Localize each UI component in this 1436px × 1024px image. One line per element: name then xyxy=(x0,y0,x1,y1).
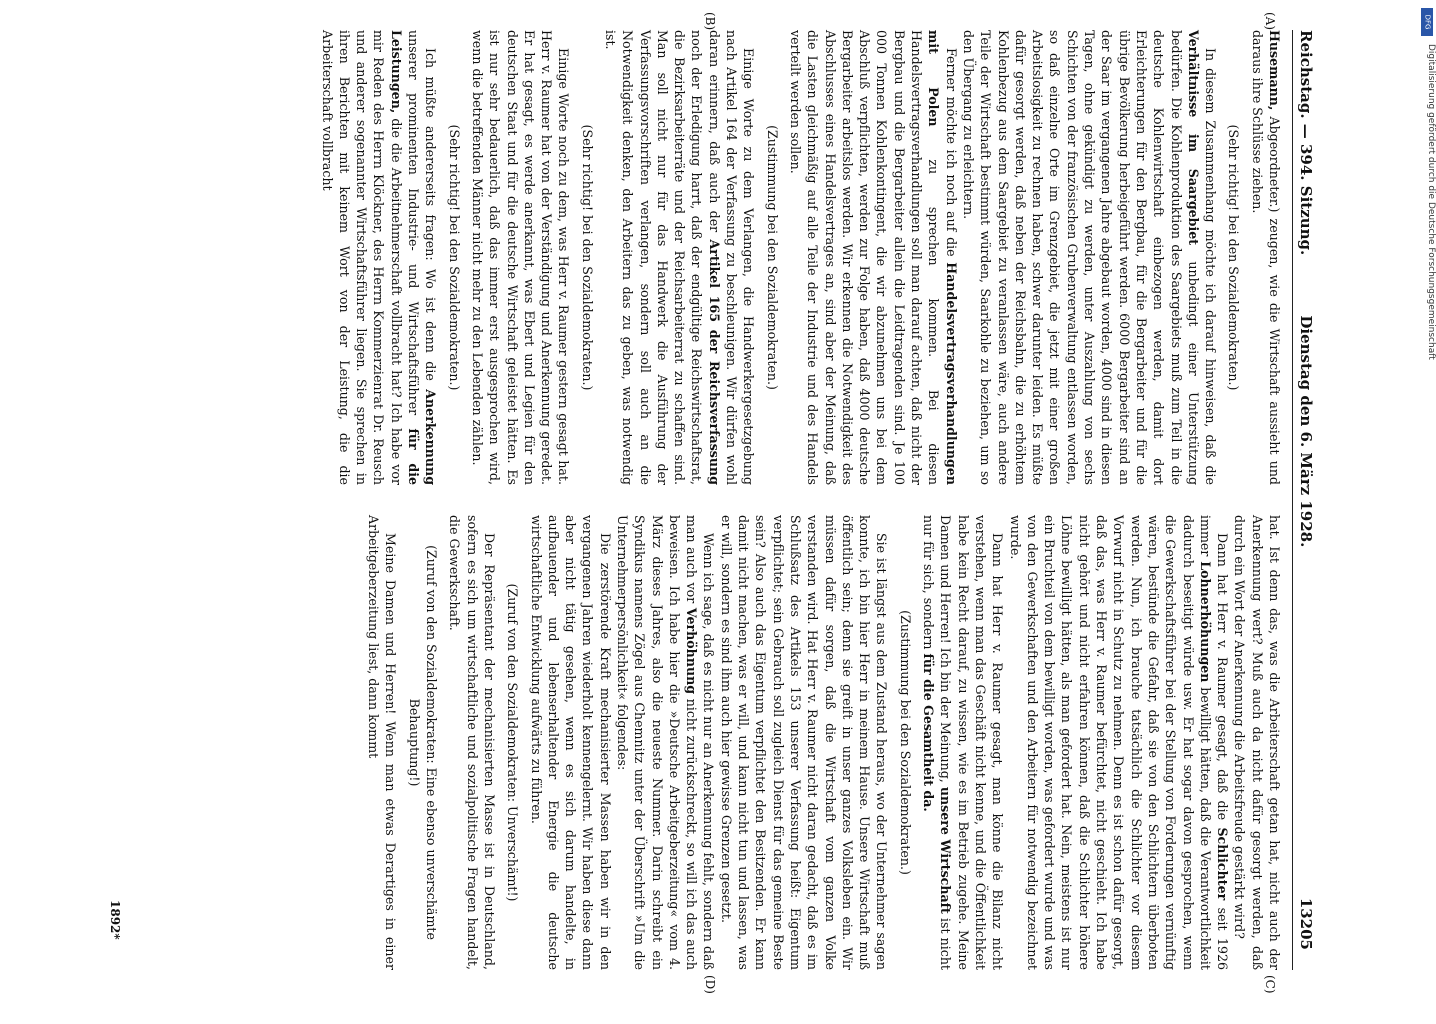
paragraph: Dann hat Herr v. Raumer gesagt, daß die Schlichter seit 1926 immer Lohnerhöhungen bewilligt hätten, daß die Verantwortlichkeit dadurch beseitigt würde usw. Er hat sogar davon gesprochen, wenn die Gewerkschaftsführer bei der Stellung von Forderungen vernünftig wären, bestünde die Gefahr, daß sie von den Schlichtern überboten werden. Nun, ich brauche tatsächlich die Schlichter vor diesem Vorwurf nicht in Schutz zu nehmen. Denn es ist schon dafür gesorgt, daß das, was Herr v. Raumer befürchtet, nicht geschieht. Ich habe nicht gehört und nicht erfahren können, daß die Schlichter höhere Löhne bewilligt hätten, als man gefordert hat. Nein, meistens ist nur ein Bruchteil von dem bewilligt worden, was gefordert wurde und was von den Gewerkschaften und den Arbeitern für notwendig bezeichnet wurde. xyxy=(1007,515,1231,970)
emphasized-text: Lohnerhöhungen xyxy=(1197,561,1213,683)
sidebar-credit xyxy=(1420,44,1436,1024)
emphasized-text: für die Leistungen, xyxy=(388,30,422,485)
paragraph: Husemann, Abgeordneter.) zeugen, wie die Wirtschaft aussieht und daraus ihre Schlüsse ziehen. xyxy=(1249,30,1282,485)
paragraph: Dann hat Herr v. Raumer gesagt, man könne die Bilanz nicht verstehen, wenn man das Geschäft nicht kenne, und die Öffentlichkeit habe kein Recht darauf, zu wissen, wie es im Betrieb zugehe. Meine Damen und Herren! Ich bin der Meinung, unsere Wirtschaft ist nicht nur für sich, sondern für die Gesamtheit da. xyxy=(921,515,1006,970)
margin-letter-a: (A) xyxy=(1263,12,1277,31)
emphasized-text: Schlichter xyxy=(1215,827,1231,901)
emphasized-text: Verhältnisse im Saargebiet xyxy=(1185,30,1201,246)
emphasized-text: für die Gesamtheit da. xyxy=(921,653,937,812)
margin-letter-d: (D) xyxy=(703,975,717,994)
paragraph: Wenn ich sage, daß es nicht nur an Anerkennung fehlt, sondern daß man auch vor Verhöhnung nicht zurückschreckt, so will ich das auch beweisen. Ich habe hier die »Deutsche Arbeitgeberzeitung« vom 4. März dieses Jahres, also die neueste Nummer. Darin schreibt ein Syndikus namens Zögel aus Chemnitz unter der Überschrift »Um die Unternehmerpersönlichkeit« folgendes: xyxy=(615,515,717,970)
header-date-text: Dienstag den 6. März 1928. xyxy=(1297,315,1315,548)
document-page xyxy=(97,12,1317,994)
dfg-logo: DFG xyxy=(1421,8,1433,36)
footer-number: 1892* xyxy=(108,900,122,940)
paragraph: hat. Ist denn das, was die Arbeiterschaft getan hat, nicht auch der Anerkennung wert? Muß auch da nicht dafür gesorgt werden, daß durch ein Wort der Anerkennung die Arbeitsfreude gestärkt wird? xyxy=(1232,515,1282,970)
emphasized-text: Anerkennung xyxy=(423,389,439,485)
credit-text: Digitalisierung gefördert durch die Deutsche Forschungsgemeinschaft xyxy=(1426,44,1436,360)
paragraph: Der Repräsentant der mechanisierten Masse ist in Deutschland, sofern es sich um wirtschaftliche und sozialpolitische Fragen handelt, die Gewerkschaft. xyxy=(447,515,497,970)
interjection: (Zuruf von den Sozialdemokraten: Unverschämt!) xyxy=(505,583,521,902)
paragraph: Die zerstörende Kraft mechanisierter Massen haben wir in den vergangenen Jahren wiederholt kennengelernt. Wir haben diese dann aber nicht tätig gesehen, wenn es sich darum handelte, in aufbauender und lebenserhaltender Energie die deutsche wirtschaftliche Entwicklung aufwärts zu führen. xyxy=(528,515,613,970)
paragraph: Ich müßte andererseits fragen: Wo ist denn die Anerkennung unserer prominenten Industrie- und Wirtschaftsführer für die Leistungen, die die Arbeitnehmerschaft vollbracht hat? Ich habe vor mir Reden des Herrn Klöckner, des Herrn Kommerzienrat Dr. Reusch und anderer sogenannter Wirtschaftsführer liegen. Sie sprechen in ihren Berichten mit keinem Wort von der Leistung, die die Arbeiterschaft vollbracht xyxy=(319,30,439,485)
emphasized-text: Artikel 165 der Reichsverfassung xyxy=(706,239,722,485)
paragraph: Einige Worte zu dem Verlangen, die Handwerkergesetzgebung nach Artikel 164 der Verfassung zu beschleunigen. Wir dürfen wohl daran erinnern, daß auch der Artikel 165 der Reichsverfassung noch der Erledigung harrt, daß der endgültige Reichswirtschaftsrat, die Bezirksarbeiterräte und der Reichsarbeiterrat zu schaffen sind. Man soll nicht nur für das Handwerk die Ausführung der Verfassungsvorschriften verlangen, sondern soll auch an die Notwendigkeit denken, den Arbeitern das zu geben, was notwendig ist. xyxy=(603,30,757,485)
interjection: (Zustimmung bei den Sozialdemokraten.) xyxy=(764,125,780,390)
page-header xyxy=(1291,30,1317,970)
paragraph: Meine Damen und Herren! Wenn man etwas Derartiges in einer Arbeitgeberzeitung liest, dann kommt xyxy=(366,515,399,970)
emphasized-text: Husemann, xyxy=(1267,30,1282,111)
paragraph: Einige Worte noch zu dem, was Herr v. Raumer gestern gesagt hat. Herr v. Raumer hat von der Verständigung und Anerkennung geredet. Er hat gesagt, es werde anerkannt, was Ebert und Legien für den deutschen Staat und für die deutsche Wirtschaft geleistet hätten. Es ist nur sehr bedauerlich, daß das immer erst ausgesprochen wird, wenn die betreffenden Männer nicht mehr zu den Lebenden zählen. xyxy=(469,30,572,485)
header-page-number: 13205 xyxy=(1297,897,1315,950)
interjection: (Sehr richtig! bei den Sozialdemokraten.) xyxy=(1226,124,1242,391)
emphasized-text: unsere Wirtschaft xyxy=(938,786,954,914)
interjection: (Sehr richtig! bei den Sozialdemokraten.) xyxy=(446,124,462,391)
paragraph: In diesem Zusammenhang möchte ich darauf hinweisen, daß die Verhältnisse im Saargebiet unbedingt einer Unterstützung bedürfen. Die Kohlenproduktion des Saargebiets muß zum Teil in die deutsche Kohlenwirtschaft einbezogen werden, damit dort Erleichterungen für den Bergbau, für die Bergarbeiter und für die übrige Bevölkerung herbeigeführt werden. 6000 Bergarbeiter sind an der Saar im vergangenen Jahre abgebaut worden, 4000 sind in diesen Tagen, ohne gekündigt zu werden, unter Auszahlung von sechs Schichten von der französischen Grubenverwaltung entlassen worden, so daß einzelne Orte im Grenzgebiet, die jetzt mit einer großen Arbeitslosigkeit zu rechnen haben, schwer darunter leiden. Es müßte dafür gesorgt werden, daß neben der Reichsbahn, die zu erhöhtem Kohlenbezug aus dem Saargebiet zu veranlassen wäre, auch andere Teile der Wirtschaft bestimmt würden, Saarkohle zu beziehen, um so den Übergang zu erleichtern. xyxy=(960,30,1219,486)
interjection: (Sehr richtig! bei den Sozialdemokraten.) xyxy=(579,124,595,391)
text-column-right xyxy=(365,515,1283,970)
header-rule xyxy=(1292,30,1293,970)
margin-letter-c: (C) xyxy=(1263,975,1277,994)
paragraph: Ferner möchte ich noch auf die Handelsvertragsverhandlungen mit Polen zu sprechen kommen. Bei diesen Handelsvertragsverhandlungen soll man darauf achten, daß nicht der Bergbau und die Bergarbeiter allein die Leidtragenden sind. Je 100 000 Tonnen Kohlenkontingent, die wir abzunehmen uns bei dem Abschluß verpflichten, werden zur Folge haben, daß 4000 deutsche Bergarbeiter arbeitslos werden. Wir erkennen die Notwendigkeit des Abschlusses eines Handelsvertrages an, sind aber der Meinung, daß die Lasten gleichmäßig auf alle Teile der Industrie und des Handels verteilt werden sollen. xyxy=(787,30,959,485)
text-column-left xyxy=(318,30,1283,485)
paragraph: Sie ist längst aus dem Zustand heraus, wo der Unternehmer sagen konnte, ich bin hier Herr in meinem Hause. Unsere Wirtschaft muß öffentlich sein; denn sie greift in unser ganzes Volksleben ein. Wir müssen dafür sorgen, daß die Wirtschaft vom ganzen Volke verstanden wird. Hat Herr v. Raumer nicht daran gedacht, daß es im Schlußsatz des Artikels 153 unserer Verfassung heißt: Eigentum verpflichtet; sein Gebrauch soll zugleich Dienst für das gemeine Beste sein? Also auch das Eigentum verpflichtet den Besitzenden. Er kann damit nicht machen, was er will, und kann nicht tun und lassen, was er will, sondern es sind ihm auch hier gewisse Grenzen gesetzt. xyxy=(718,515,890,970)
emphasized-text: Verhöhnung xyxy=(684,607,700,695)
header-session: Reichstag. — 394. Sitzung. xyxy=(1297,30,1315,256)
interjection: (Zustimmung bei den Sozialdemokraten.) xyxy=(897,610,913,875)
margin-letter-b: (B) xyxy=(703,12,717,31)
header-date xyxy=(1297,315,1315,950)
interjection: (Zuruf von den Sozialdemokraten: Eine ebenso unverschämte Behauptung!) xyxy=(406,545,440,940)
emphasized-text: Handelsvertragsverhandlungen mit Polen xyxy=(926,30,959,485)
